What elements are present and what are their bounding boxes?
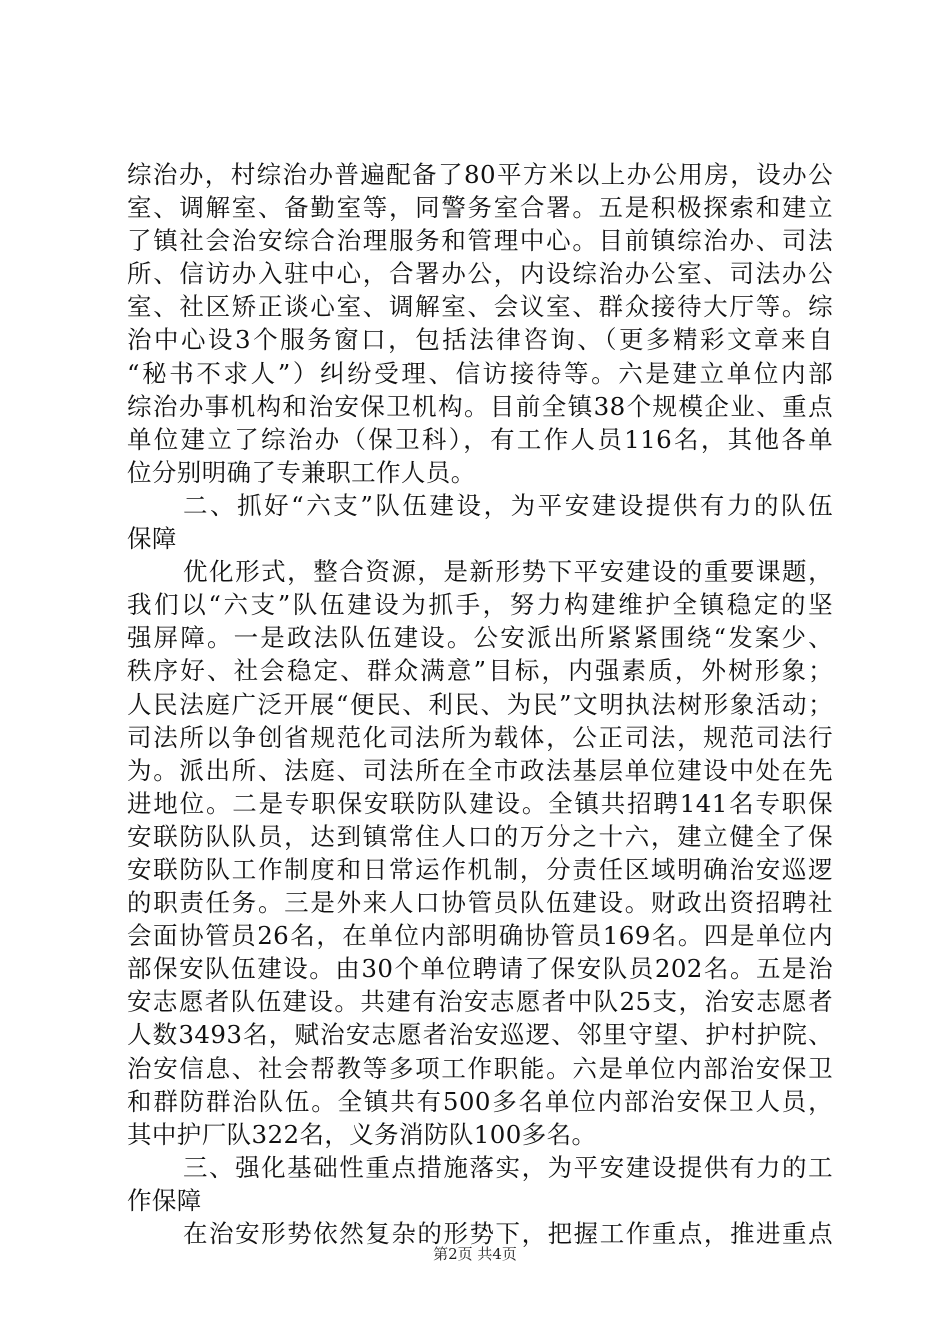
text-line: 会面协管员26名，在单位内部明确协管员169名。四是单位内 <box>127 921 833 951</box>
text-line: “秘书不求人”）纠纷受理、信访接待等。六是建立单位内部 <box>127 358 833 388</box>
text-line: 为。派出所、法庭、司法所在全市政法基层单位建设中处在先 <box>127 755 833 785</box>
text-line: 和群防群治队伍。全镇共有500多名单位内部治安保卫人员， <box>127 1086 833 1116</box>
text-line: 单位建立了综治办（保卫科），有工作人员116名，其他各单 <box>127 424 833 454</box>
text-line: 治中心设3个服务窗口，包括法律咨询、（更多精彩文章来自 <box>127 325 833 355</box>
text-line: 室、社区矫正谈心室、调解室、会议室、群众接待大厅等。综 <box>127 292 833 322</box>
text-line: 在治安形势依然复杂的形势下，把握工作重点，推进重点 <box>183 1219 833 1248</box>
text-line: 安联防队队员，达到镇常住人口的万分之十六，建立健全了保 <box>127 821 833 851</box>
text-line: 优化形式，整合资源，是新形势下平安建设的重要课题， <box>183 557 833 587</box>
text-line: 我们以“六支”队伍建设为抓手，努力构建维护全镇稳定的坚 <box>127 590 833 620</box>
text-line: 位分别明确了专兼职工作人员。 <box>127 457 476 487</box>
text-line: 安联防队工作制度和日常运作机制，分责任区域明确治安巡逻 <box>127 854 833 884</box>
text-line: 二、抓好“六支”队伍建设，为平安建设提供有力的队伍 <box>183 490 833 520</box>
text-line: 治安信息、社会帮教等多项工作职能。六是单位内部治安保卫 <box>127 1053 833 1083</box>
text-line: 安志愿者队伍建设。共建有治安志愿者中队25支，治安志愿者 <box>127 987 833 1017</box>
text-line: 人民法庭广泛开展“便民、利民、为民”文明执法树形象活动； <box>127 689 833 719</box>
text-line: 三、强化基础性重点措施落实，为平安建设提供有力的工 <box>183 1152 833 1182</box>
text-line: 保障 <box>127 524 177 554</box>
text-line: 室、调解室、备勤室等，同警务室合署。五是积极探索和建立 <box>127 193 833 223</box>
text-line: 其中护厂队322名，义务消防队100多名。 <box>127 1119 597 1149</box>
text-line: 进地位。二是专职保安联防队建设。全镇共招聘141名专职保 <box>127 788 833 818</box>
text-line: 综治办事机构和治安保卫机构。目前全镇38个规模企业、重点 <box>127 391 833 421</box>
text-line: 部保安队伍建设。由30个单位聘请了保安队员202名。五是治 <box>127 954 833 984</box>
text-line: 强屏障。一是政法队伍建设。公安派出所紧紧围绕“发案少、 <box>127 623 833 653</box>
text-line: 综治办，村综治办普遍配备了80平方米以上办公用房，设办公 <box>127 160 833 189</box>
text-line: 的职责任务。三是外来人口协管员队伍建设。财政出资招聘社 <box>127 888 833 918</box>
text-line: 所、信访办入驻中心，合署办公，内设综治办公室、司法办公 <box>127 259 833 289</box>
page-footer: 第2页 共4页 <box>433 1245 517 1263</box>
document-body <box>127 158 833 1250</box>
text-line: 了镇社会治安综合治理服务和管理中心。目前镇综治办、司法 <box>127 226 833 256</box>
text-line: 秩序好、社会稳定、群众满意”目标，内强素质，外树形象； <box>127 656 833 686</box>
text-line: 作保障 <box>127 1185 202 1215</box>
text-line: 人数3493名，赋治安志愿者治安巡逻、邻里守望、护村护院、 <box>127 1020 833 1050</box>
text-line: 司法所以争创省规范化司法所为载体，公正司法，规范司法行 <box>127 722 833 752</box>
